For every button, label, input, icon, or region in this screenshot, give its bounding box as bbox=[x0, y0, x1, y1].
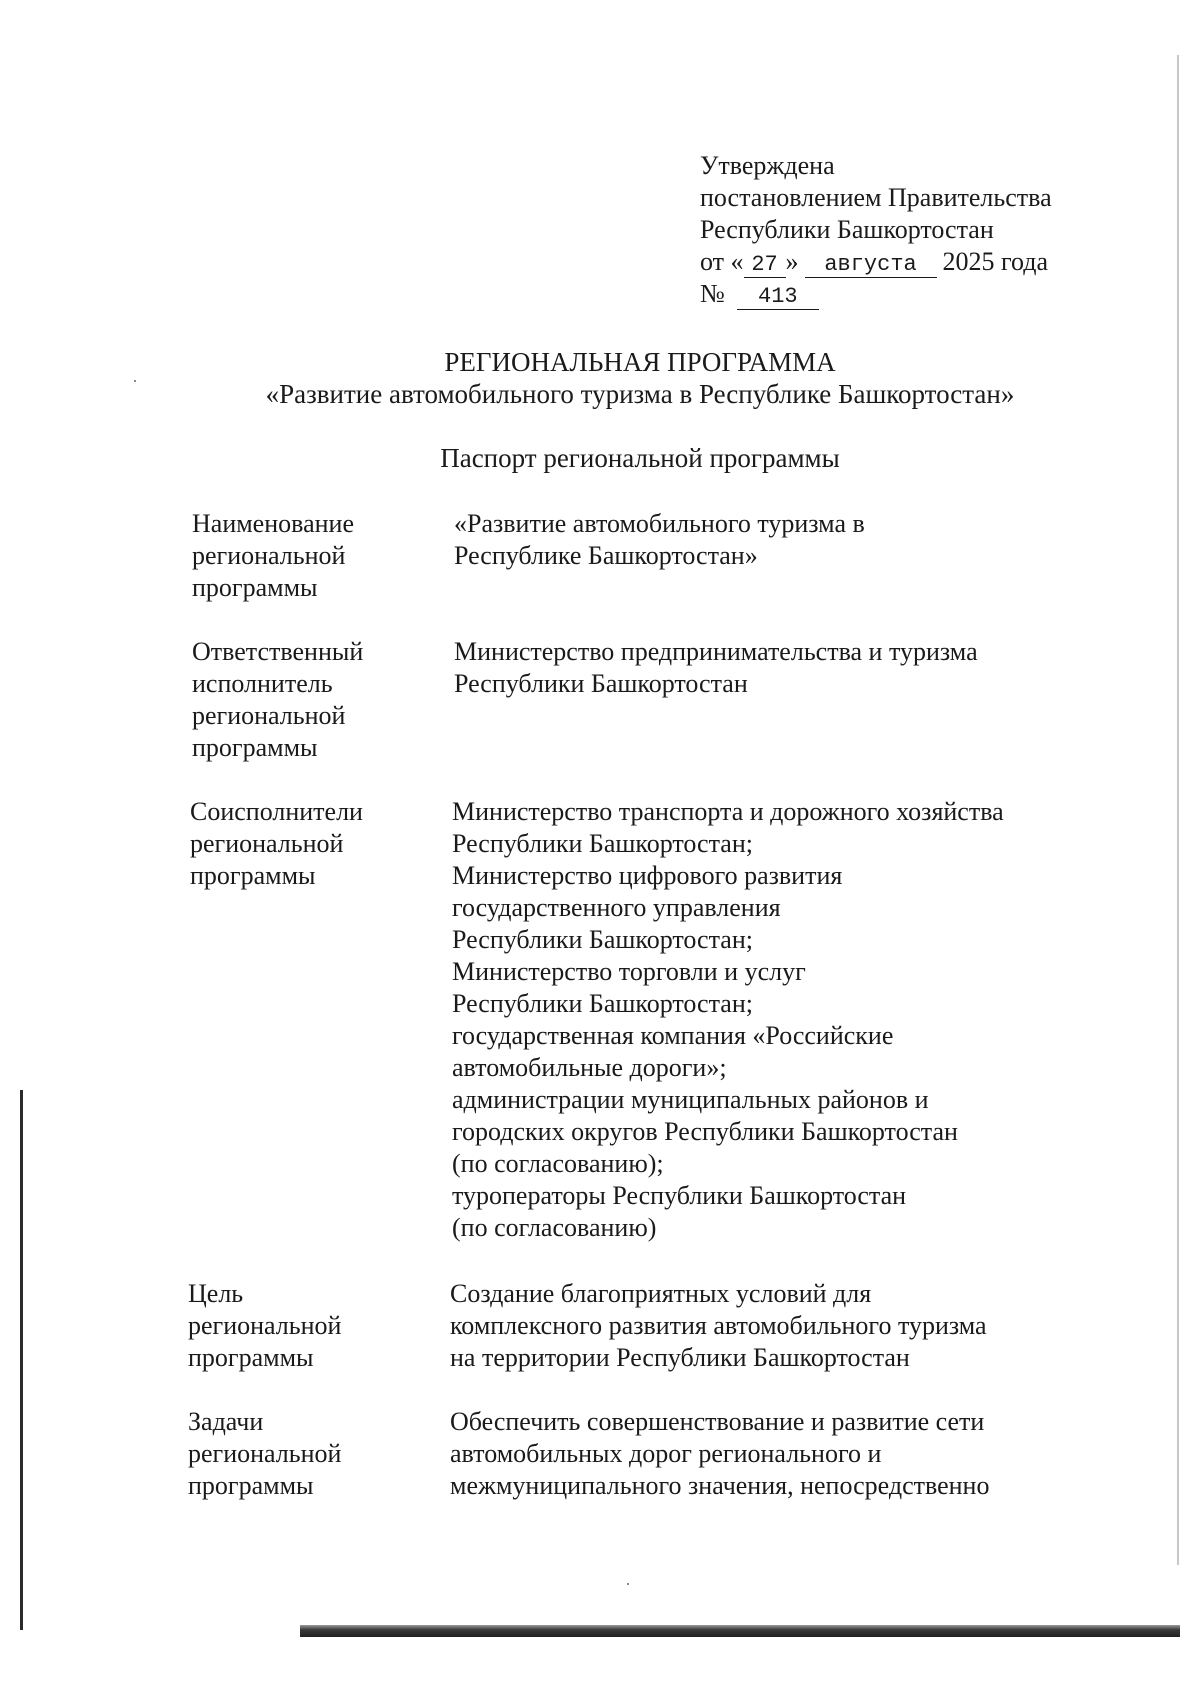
value-line: городских округов Республики Башкортостан bbox=[452, 1117, 958, 1146]
label-line: исполнитель bbox=[192, 669, 333, 698]
row-value bbox=[454, 508, 1134, 572]
value-line: Министерство транспорта и дорожного хозяйства bbox=[452, 797, 1004, 826]
document-title: РЕГИОНАЛЬНАЯ ПРОГРАММА bbox=[444, 347, 836, 377]
label-line: региональной bbox=[192, 541, 346, 570]
value-line: государственная компания «Российские bbox=[452, 1021, 894, 1050]
scan-edge-left bbox=[20, 1090, 23, 1630]
row-label bbox=[188, 1406, 418, 1502]
label-line: Соисполнители bbox=[190, 797, 363, 826]
approval-number bbox=[700, 278, 1052, 310]
value-line: Создание благоприятных условий для bbox=[450, 1279, 872, 1308]
value-line: автомобильные дороги»; bbox=[452, 1053, 727, 1082]
label-line: Ответственный bbox=[192, 637, 364, 666]
scan-speck bbox=[627, 1583, 629, 1585]
approval-date bbox=[700, 246, 1052, 278]
label-line: Цель bbox=[188, 1279, 244, 1308]
row-label bbox=[190, 796, 420, 892]
value-line: Министерство торговли и услуг bbox=[452, 957, 806, 986]
value-line: на территории Республики Башкортостан bbox=[450, 1343, 910, 1372]
decree-number: 413 bbox=[737, 285, 819, 310]
label-line: программы bbox=[192, 573, 318, 602]
row-label bbox=[192, 636, 422, 764]
date-year: 2025 года bbox=[942, 247, 1049, 276]
value-line: Обеспечить совершенствование и развитие сети bbox=[450, 1407, 985, 1436]
row-value bbox=[452, 796, 1132, 1244]
approval-line: Республики Башкортостан bbox=[700, 215, 994, 244]
value-line: межмуниципального значения, непосредственно bbox=[450, 1471, 990, 1500]
row-value bbox=[454, 636, 1134, 700]
row-label bbox=[192, 508, 422, 604]
label-line: региональной bbox=[188, 1311, 342, 1340]
value-line: «Развитие автомобильного туризма в bbox=[454, 509, 865, 538]
value-line: Министерство цифрового развития bbox=[452, 861, 843, 890]
label-line: программы bbox=[188, 1343, 314, 1372]
value-line: государственного управления bbox=[452, 893, 781, 922]
value-line: Министерство предпринимательства и туризма bbox=[454, 637, 978, 666]
value-line: Республики Башкортостан; bbox=[452, 829, 753, 858]
row-value bbox=[450, 1278, 1130, 1374]
value-line: Республики Башкортостан; bbox=[452, 989, 753, 1018]
label-line: региональной bbox=[188, 1439, 342, 1468]
date-prefix: от « bbox=[700, 247, 744, 276]
value-line: (по согласованию) bbox=[452, 1213, 657, 1242]
label-line: региональной bbox=[192, 701, 346, 730]
value-line: (по согласованию); bbox=[452, 1149, 664, 1178]
row-label bbox=[188, 1278, 418, 1374]
label-line: Задачи bbox=[188, 1407, 264, 1436]
passport-heading: Паспорт региональной программы bbox=[440, 443, 840, 473]
approval-line: постановлением Правительства bbox=[700, 183, 1052, 212]
approval-line: Утверждена bbox=[700, 151, 835, 180]
scan-edge-bottom bbox=[300, 1625, 1180, 1637]
label-line: программы bbox=[188, 1471, 314, 1500]
value-line: туроператоры Республики Башкортостан bbox=[452, 1181, 907, 1210]
scan-edge-right bbox=[1177, 55, 1179, 1565]
value-line: администрации муниципальных районов и bbox=[452, 1085, 929, 1114]
label-line: региональной bbox=[190, 829, 344, 858]
date-day: 27 bbox=[744, 253, 786, 278]
label-line: Наименование bbox=[192, 509, 354, 538]
value-line: комплексного развития автомобильного туризма bbox=[450, 1311, 987, 1340]
value-line: Республики Башкортостан bbox=[454, 669, 748, 698]
program-name: «Развитие автомобильного туризма в Республике Башкортостан» bbox=[265, 379, 1015, 409]
date-month: августа bbox=[805, 253, 937, 278]
label-line: программы bbox=[192, 733, 318, 762]
value-line: Республике Башкортостан» bbox=[454, 541, 758, 570]
value-line: автомобильных дорог регионального и bbox=[450, 1439, 882, 1468]
row-value bbox=[450, 1406, 1130, 1502]
number-sign: № bbox=[700, 279, 725, 308]
label-line: программы bbox=[190, 861, 316, 890]
approval-stamp bbox=[700, 150, 1052, 310]
date-day-close: » bbox=[785, 247, 799, 276]
value-line: Республики Башкортостан; bbox=[452, 925, 753, 954]
